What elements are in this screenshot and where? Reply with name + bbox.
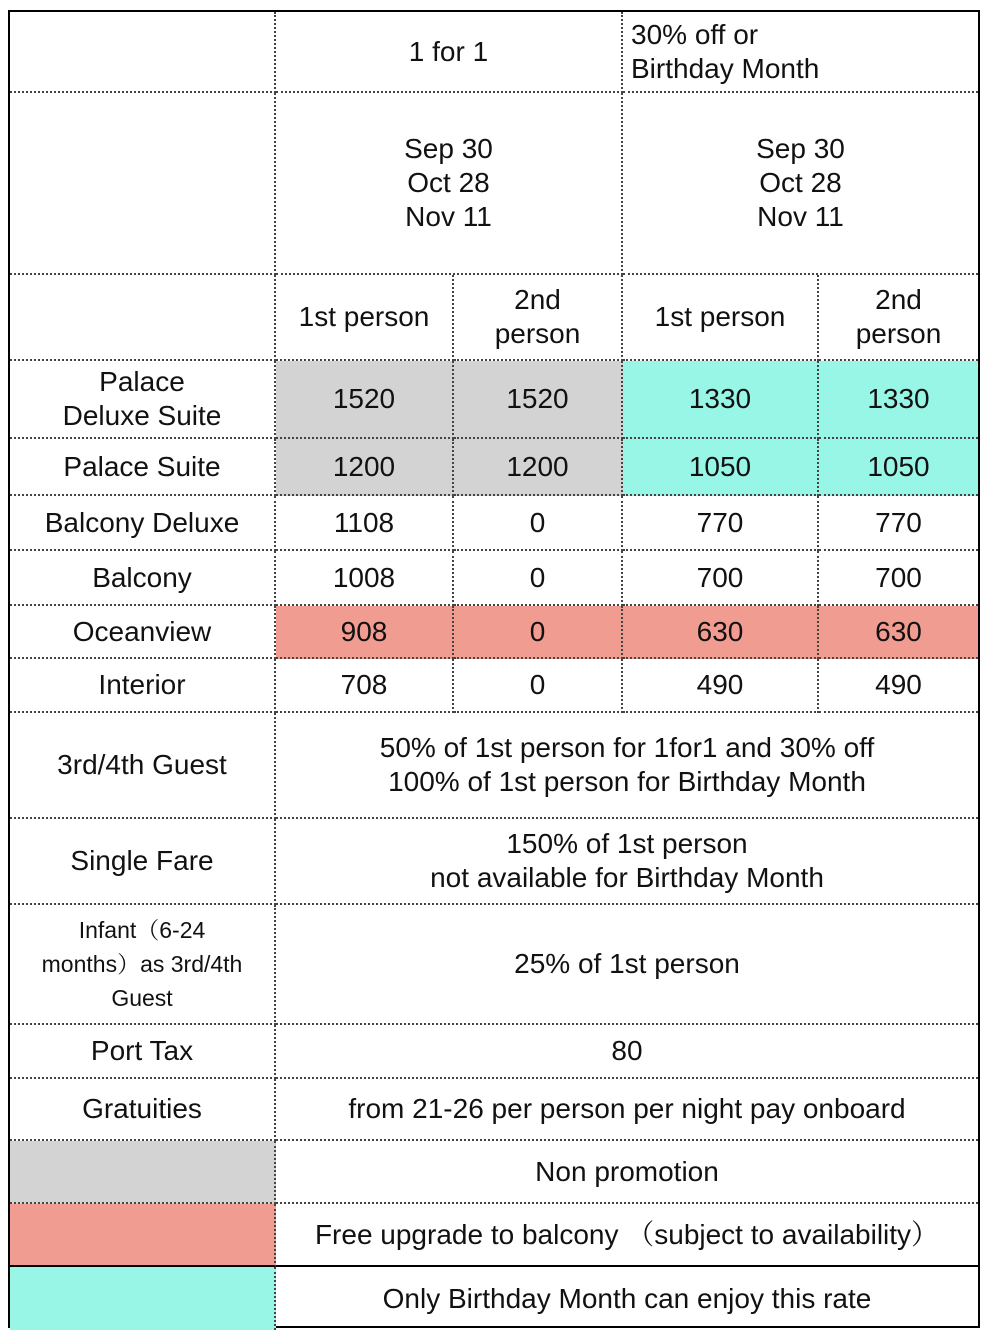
- fare-cell: 1008: [276, 551, 454, 606]
- fare-cell: 1330: [623, 361, 819, 439]
- fare-cell: 1330: [819, 361, 978, 439]
- promo-header-1for1: 1 for 1: [276, 12, 623, 93]
- fare-cell: 1200: [454, 439, 623, 496]
- fare-cell: 1050: [819, 439, 978, 496]
- col-header-2nd-person: 2nd person: [819, 275, 978, 361]
- dates-label-cell: [10, 93, 276, 275]
- note-infant: 25% of 1st person: [276, 905, 978, 1025]
- promo-header-30off: 30% off or Birthday Month: [623, 12, 978, 93]
- fare-cell: 0: [454, 551, 623, 606]
- sail-dates-30off: Sep 30 Oct 28 Nov 11: [623, 93, 978, 275]
- fare-cell: 1200: [276, 439, 454, 496]
- sail-dates-1for1: Sep 30 Oct 28 Nov 11: [276, 93, 623, 275]
- col-header-1st-person: 1st person: [276, 275, 454, 361]
- fare-cell: 700: [819, 551, 978, 606]
- fare-cell: 700: [623, 551, 819, 606]
- note-gratuities: from 21-26 per person per night pay onboard: [276, 1079, 978, 1141]
- fare-cell: 770: [819, 496, 978, 551]
- row-label-port-tax: Port Tax: [10, 1025, 276, 1079]
- row-label-gratuities: Gratuities: [10, 1079, 276, 1141]
- row-label-oceanview: Oceanview: [10, 606, 276, 659]
- row-label-single-fare: Single Fare: [10, 819, 276, 905]
- legend-text-free-upgrade: Free upgrade to balcony （subject to availability）: [276, 1204, 978, 1267]
- person-label-cell: [10, 275, 276, 361]
- fare-cell: 1108: [276, 496, 454, 551]
- note-port-tax: 80: [276, 1025, 978, 1079]
- legend-text-non-promotion: Non promotion: [276, 1141, 978, 1204]
- fare-cell: 490: [623, 659, 819, 713]
- col-header-2nd-person: 2nd person: [454, 275, 623, 361]
- fare-cell: 0: [454, 496, 623, 551]
- fare-table: [8, 10, 980, 1328]
- fare-cell: 490: [819, 659, 978, 713]
- fare-cell: 630: [819, 606, 978, 659]
- note-3rd-4th-guest: 50% of 1st person for 1for1 and 30% off 100% of 1st person for Birthday Month: [276, 713, 978, 819]
- fare-cell: 1520: [454, 361, 623, 439]
- note-single-fare: 150% of 1st person not available for Birthday Month: [276, 819, 978, 905]
- fare-cell: 1050: [623, 439, 819, 496]
- legend-swatch-salmon: [10, 1204, 276, 1267]
- fare-cell: 0: [454, 606, 623, 659]
- fare-cell: 630: [623, 606, 819, 659]
- row-label-palace-suite: Palace Suite: [10, 439, 276, 496]
- row-label-infant: Infant（6-24 months）as 3rd/4th Guest: [10, 905, 276, 1025]
- fare-cell: 770: [623, 496, 819, 551]
- legend-text-birthday-month: Only Birthday Month can enjoy this rate: [382, 1282, 872, 1314]
- fare-cell: 1520: [276, 361, 454, 439]
- legend-swatch-teal: [10, 1267, 276, 1330]
- fare-cell: 0: [454, 659, 623, 713]
- fare-cell: 908: [276, 606, 454, 659]
- row-label-3rd-4th-guest: 3rd/4th Guest: [10, 713, 276, 819]
- legend-swatch-grey: [10, 1141, 276, 1204]
- row-label-palace-deluxe-suite: Palace Deluxe Suite: [10, 361, 276, 439]
- row-label-balcony-deluxe: Balcony Deluxe: [10, 496, 276, 551]
- corner-cell: [10, 12, 276, 93]
- col-header-1st-person: 1st person: [623, 275, 819, 361]
- row-label-balcony: Balcony: [10, 551, 276, 606]
- row-label-interior: Interior: [10, 659, 276, 713]
- fare-cell: 708: [276, 659, 454, 713]
